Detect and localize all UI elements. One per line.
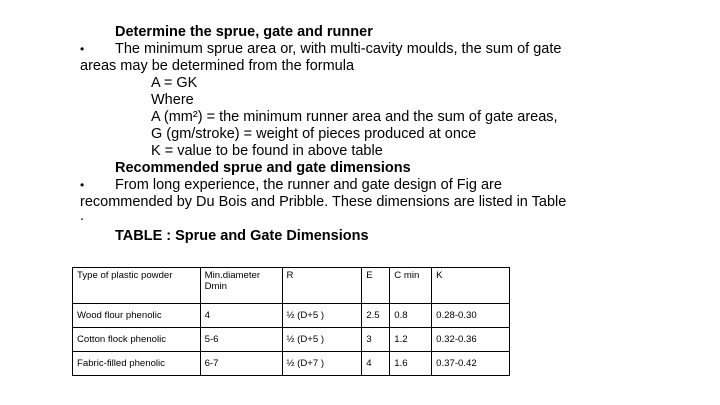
formula: A = GK	[151, 75, 198, 91]
table-header-cell: K	[432, 268, 510, 304]
table-cell: ½ (D+7 )	[282, 352, 362, 376]
table-header-row	[73, 268, 510, 304]
where-label: Where	[151, 92, 194, 108]
table-header-cell: Type of plastic powder	[73, 268, 201, 304]
table-cell: 0.37-0.42	[432, 352, 510, 376]
table-cell: Cotton flock phenolic	[73, 328, 201, 352]
table-cell: 1.2	[390, 328, 432, 352]
heading-recommended-dimensions: Recommended sprue and gate dimensions	[115, 160, 411, 176]
table-cell: 6-7	[200, 352, 282, 376]
table-cell: 2.5	[362, 304, 390, 328]
table-header-cell: R	[282, 268, 362, 304]
sprue-gate-table	[72, 267, 510, 376]
table-row	[73, 352, 510, 376]
definition-g: G (gm/stroke) = weight of pieces produced at once	[151, 126, 477, 142]
paragraph-line: The minimum sprue area or, with multi-cavity moulds, the sum of gate	[115, 41, 562, 57]
bullet-icon: •	[80, 178, 85, 192]
table-cell: ½ (D+5 )	[282, 304, 362, 328]
table-cell: 0.8	[390, 304, 432, 328]
paragraph-line: .	[80, 208, 85, 224]
bullet-icon: •	[80, 42, 85, 56]
table-header-cell: E	[362, 268, 390, 304]
paragraph-line: recommended by Du Bois and Pribble. These dimensions are listed in Table	[80, 194, 567, 210]
table-cell: Fabric-filled phenolic	[73, 352, 201, 376]
table-header-cell: C min	[390, 268, 432, 304]
table-row	[73, 328, 510, 352]
paragraph-line: areas may be determined from the formula	[80, 58, 355, 74]
table-title: TABLE : Sprue and Gate Dimensions	[115, 228, 369, 244]
table-cell: 4	[362, 352, 390, 376]
table-cell: 4	[200, 304, 282, 328]
table-cell: ½ (D+5 )	[282, 328, 362, 352]
table-header-cell: Min.diameter Dmin	[200, 268, 282, 304]
heading-sprue-gate-runner: Determine the sprue, gate and runner	[115, 24, 373, 40]
definition-a: A (mm²) = the minimum runner area and the sum of gate areas,	[151, 109, 558, 125]
table-cell: 3	[362, 328, 390, 352]
table-cell: Wood flour phenolic	[73, 304, 201, 328]
table-cell: 0.28-0.30	[432, 304, 510, 328]
definition-k: K = value to be found in above table	[151, 143, 383, 159]
table-row	[73, 304, 510, 328]
paragraph-line: From long experience, the runner and gate design of Fig are	[115, 177, 502, 193]
table-cell: 1.6	[390, 352, 432, 376]
table-cell: 0.32-0.36	[432, 328, 510, 352]
table-cell: 5-6	[200, 328, 282, 352]
